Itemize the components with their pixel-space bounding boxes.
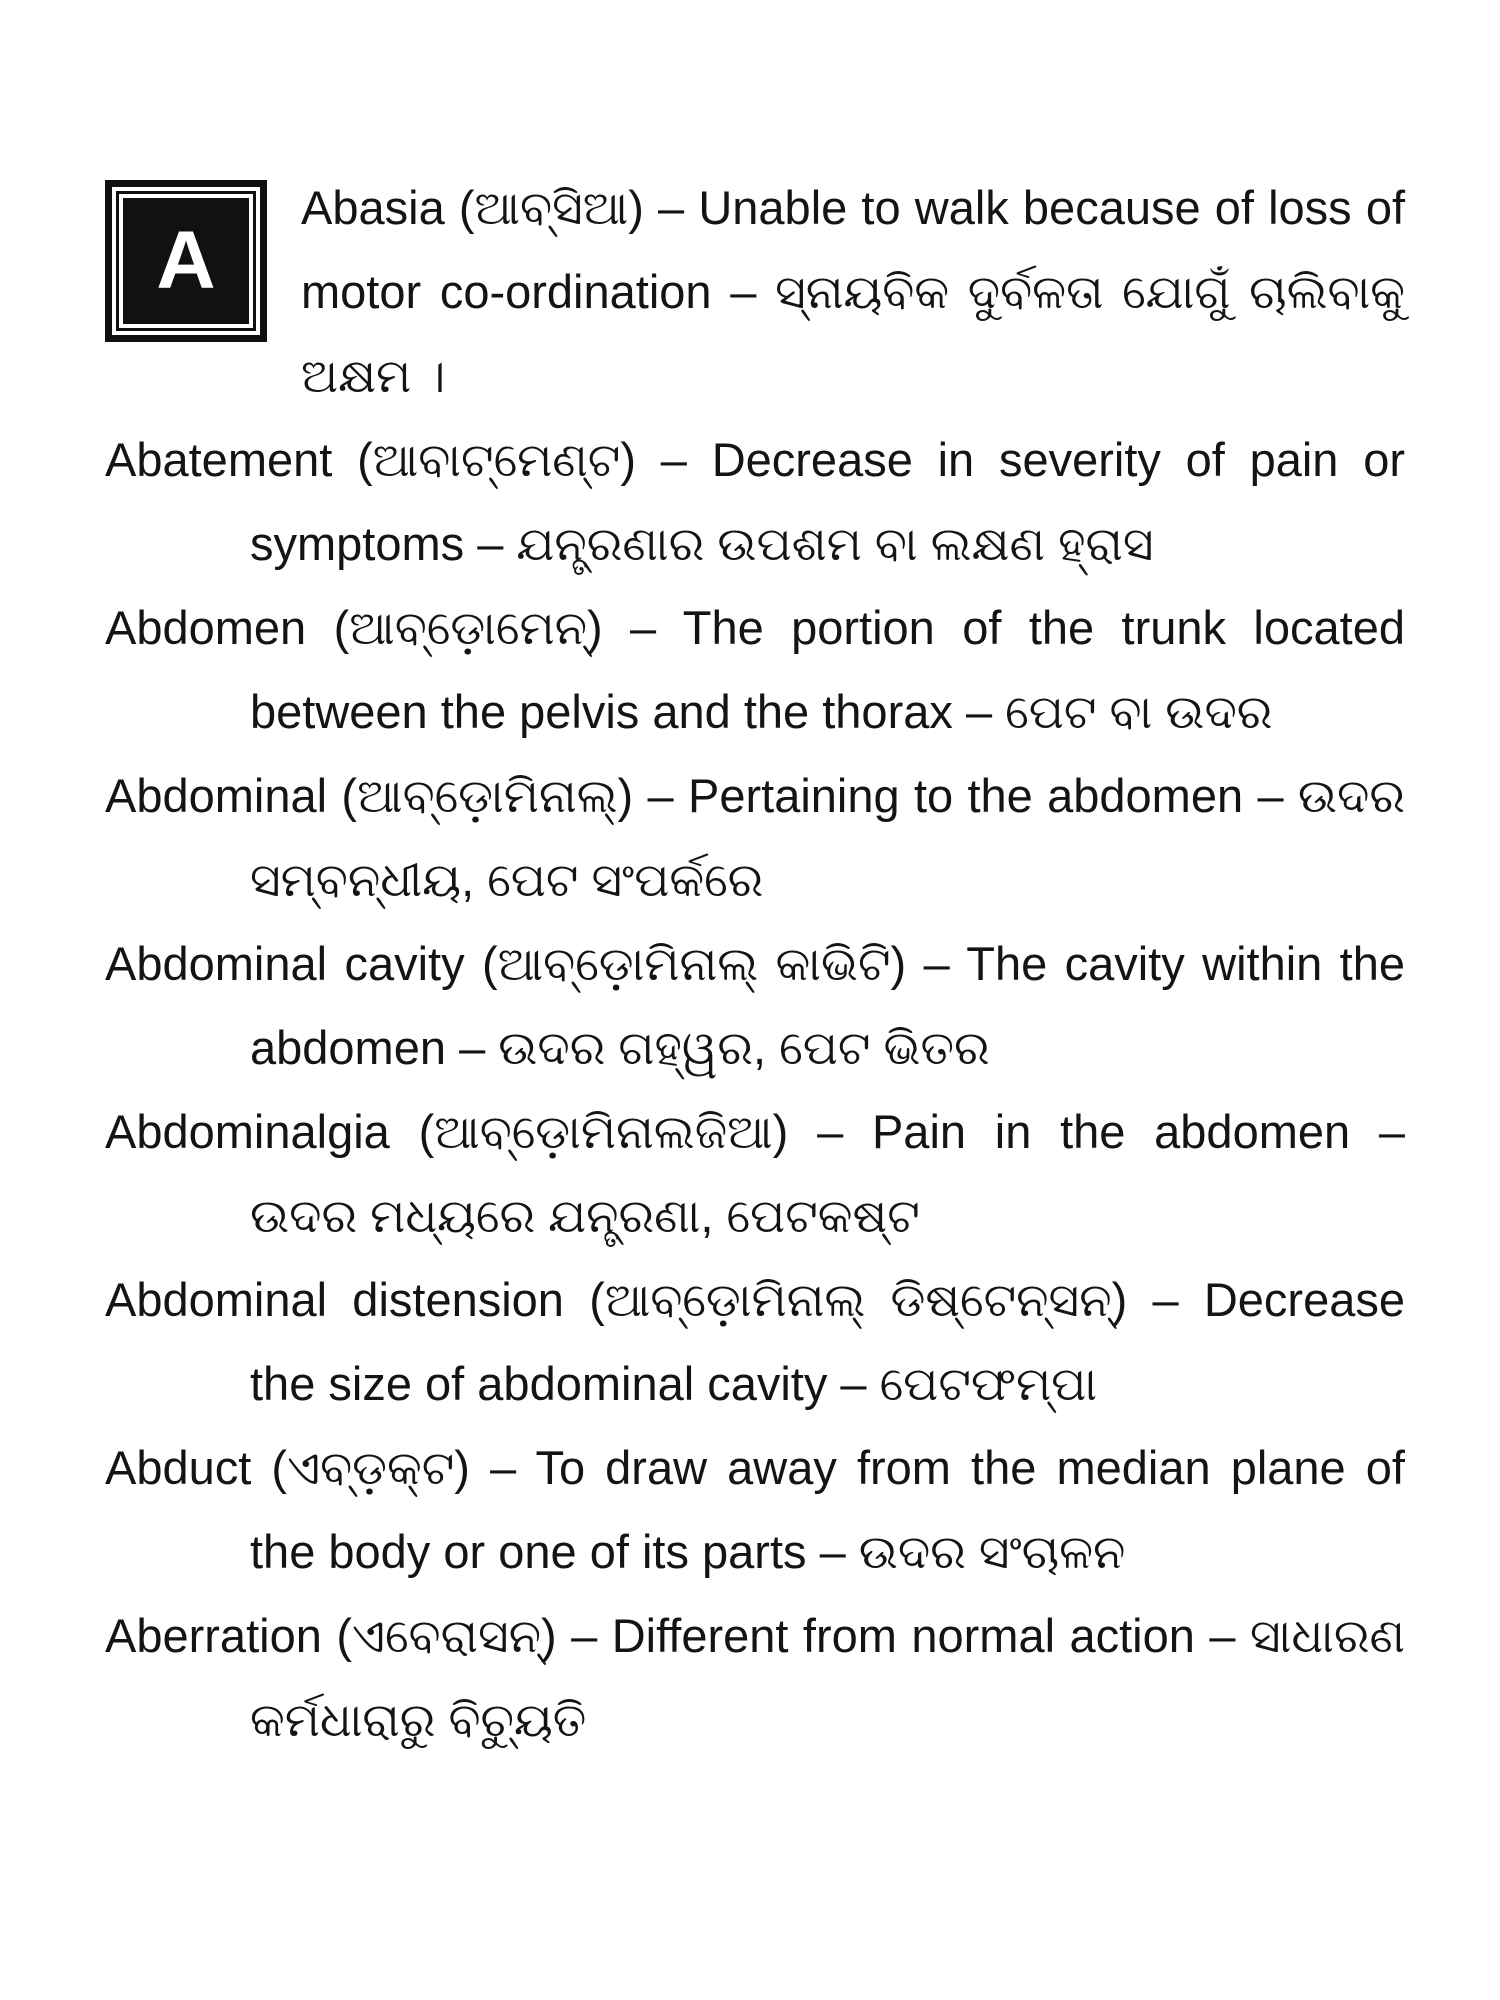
entry-abduct xyxy=(105,1426,1405,1594)
separator-dash: – xyxy=(477,517,504,570)
entry-definition: Pertaining to the abdomen xyxy=(688,769,1244,822)
entry-definition: Pain in the abdomen xyxy=(871,1105,1351,1158)
separator-dash: – xyxy=(571,1609,598,1662)
entry-term: Abduct xyxy=(105,1441,252,1494)
entry-term: Aberration xyxy=(105,1609,322,1662)
separator-dash: – xyxy=(817,1105,844,1158)
entry-pronunciation: (ଏବ୍‌ଡ଼କ୍ଟ) xyxy=(271,1441,470,1494)
separator-dash: – xyxy=(1152,1273,1179,1326)
entry-term: Abdomen xyxy=(105,601,307,654)
entry-term: Abdominalgia xyxy=(105,1105,390,1158)
separator-dash: – xyxy=(660,433,687,486)
entry-pronunciation: (ଆବ୍‌ଡ଼ୋମିନାଲ୍‌ ଡିଷ୍ଟେନ୍‌ସନ୍‌) xyxy=(589,1273,1128,1326)
entry-definition: Different from normal action xyxy=(611,1609,1195,1662)
entry-definition: The portion of the trunk located between the pelvis and the thorax xyxy=(250,601,1405,738)
separator-dash: – xyxy=(1378,1105,1406,1158)
entry-abdominal xyxy=(105,754,1405,922)
entry-odia-meaning: ଉଦର ଗହ୍ୱର, ପେଟ ଭିତର xyxy=(498,1021,990,1074)
entry-odia-meaning: ଉଦର ସଂଚାଳନ xyxy=(858,1525,1126,1578)
entry-abdominalgia xyxy=(105,1090,1405,1258)
entry-term: Abdominal xyxy=(105,769,328,822)
separator-dash: – xyxy=(630,601,657,654)
entry-odia-meaning: ସାଧାରଣ କର୍ମଧାରାରୁ ବିଚ୍ୟୁତି xyxy=(250,1609,1406,1746)
entry-definition: Decrease in severity of pain or symptoms xyxy=(250,433,1405,570)
section-letter: A xyxy=(119,194,253,328)
entry-abasia xyxy=(105,178,1405,418)
separator-dash: – xyxy=(923,937,950,990)
entry-pronunciation: (ଆବ୍‌ସିଆ) xyxy=(458,181,644,234)
dictionary-page xyxy=(105,178,1405,1762)
separator-dash: – xyxy=(459,1021,486,1074)
entry-definition: The cavity within the abdomen xyxy=(250,937,1406,1074)
entry-term: Abasia xyxy=(301,181,445,234)
entry-pronunciation: (ଆବ୍‌ଡ଼ୋମିନାଲ୍‌ କାଭିଟି) xyxy=(482,937,907,990)
entry-pronunciation: (ଏବେରାସନ୍‌) xyxy=(336,1609,557,1662)
entry-abdominal-cavity xyxy=(105,922,1405,1090)
entry-odia-meaning: ସ୍ନାୟବିକ ଦୁର୍ବଳତା ଯୋଗୁଁ ଚାଲିବାକୁ ଅକ୍ଷମ । xyxy=(301,265,1405,402)
entry-pronunciation: (ଆବ୍‌ଡ଼ୋମିନାଲଜିଆ) xyxy=(418,1105,789,1158)
entry-odia-meaning: ଯନ୍ତ୍ରଣାର ଉପଶମ ବା ଲକ୍ଷଣ ହ୍ରାସ xyxy=(516,517,1154,570)
entry-abdominal-distension xyxy=(105,1258,1405,1426)
entry-term: Abdominal distension xyxy=(105,1273,564,1326)
separator-dash: – xyxy=(840,1357,867,1410)
separator-dash: – xyxy=(658,181,685,234)
entry-pronunciation: (ଆବାଟ୍‌ମେଣ୍ଟ) xyxy=(357,433,637,486)
entry-term: Abdominal cavity xyxy=(105,937,465,990)
entry-definition: To draw away from the median plane of the body or one of its parts xyxy=(250,1441,1405,1578)
separator-dash: – xyxy=(647,769,674,822)
separator-dash: – xyxy=(965,685,993,738)
entry-text xyxy=(301,166,1405,418)
separator-dash: – xyxy=(1209,1609,1236,1662)
entry-odia-meaning: ପେଟ ବା ଉଦର xyxy=(1005,685,1273,738)
entry-odia-meaning: ଉଦର ମଧ୍ୟରେ ଯନ୍ତ୍ରଣା, ପେଟକଷ୍ଟ xyxy=(250,1189,920,1242)
separator-dash: – xyxy=(819,1525,846,1578)
entry-pronunciation: (ଆବ୍‌ଡ଼ୋମେନ୍‌) xyxy=(333,601,603,654)
entry-odia-meaning: ଉଦର ସମ୍ବନ୍ଧୀୟ, ପେଟ ସଂପର୍କରେ xyxy=(250,769,1406,906)
separator-dash: – xyxy=(730,265,757,318)
separator-dash: – xyxy=(490,1441,517,1494)
entry-term: Abatement xyxy=(105,433,333,486)
entry-abdomen xyxy=(105,586,1405,754)
entry-pronunciation: (ଆବ୍‌ଡ଼ୋମିନାଲ୍‌) xyxy=(341,769,634,822)
entry-odia-meaning: ପେଟଫମ୍ପା xyxy=(879,1357,1098,1410)
entry-definition: Unable to walk because of loss of motor co-ordination xyxy=(301,181,1406,318)
entry-abatement xyxy=(105,418,1405,586)
section-letter-box xyxy=(105,180,267,342)
entry-aberration xyxy=(105,1594,1405,1762)
separator-dash: – xyxy=(1257,769,1284,822)
entry-definition: Decrease the size of abdominal cavity xyxy=(250,1273,1405,1410)
